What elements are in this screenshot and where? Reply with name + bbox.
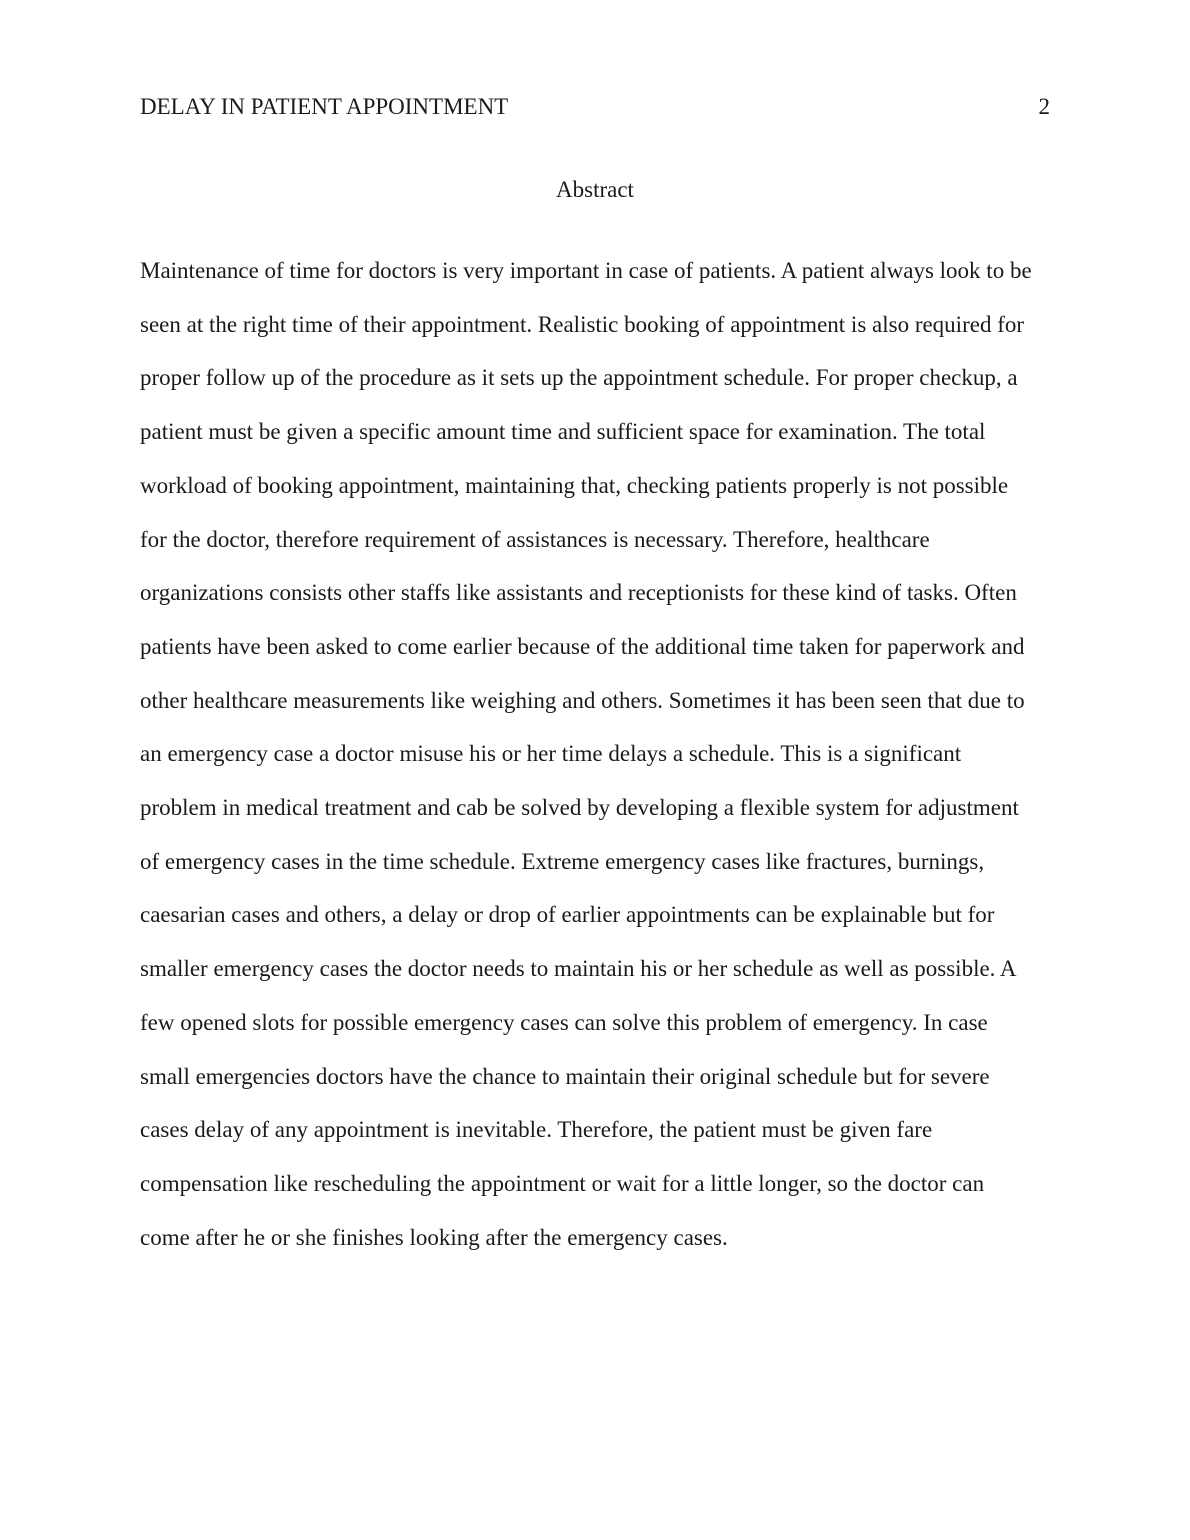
paragraph-line: problem in medical treatment and cab be solved by developing a flexible system for adjustment <box>140 795 1019 821</box>
paragraph-line: organizations consists other staffs like assistants and receptionists for these kind of tasks. Often <box>140 580 1017 606</box>
paragraph-line: workload of booking appointment, maintaining that, checking patients properly is not possible <box>140 472 1009 498</box>
paragraph-line: for the doctor, therefore requirement of assistances is necessary. Therefore, healthcare <box>140 526 930 552</box>
paragraph-line: of emergency cases in the time schedule. Extreme emergency cases like fractures, burnings, <box>140 848 985 874</box>
paragraph-line: an emergency case a doctor misuse his or her time delays a schedule. This is a significant <box>140 741 962 767</box>
running-head: DELAY IN PATIENT APPOINTMENT <box>140 94 509 119</box>
paragraph-line: Maintenance of time for doctors is very important in case of patients. A patient always look to be <box>140 258 1032 283</box>
section-title: Abstract <box>556 177 634 202</box>
paragraph-line: come after he or she finishes looking after the emergency cases. <box>140 1224 728 1250</box>
paragraph-line: seen at the right time of their appointment. Realistic booking of appointment is also required for <box>140 311 1025 337</box>
paragraph-line: compensation like rescheduling the appointment or wait for a little longer, so the doctor can <box>140 1170 985 1196</box>
paragraph-line: caesarian cases and others, a delay or drop of earlier appointments can be explainable but for <box>140 902 995 928</box>
page-number: 2 <box>1038 94 1050 119</box>
paragraph-line: other healthcare measurements like weighing and others. Sometimes it has been seen that due to <box>140 687 1025 713</box>
paragraph-line: small emergencies doctors have the chance to maintain their original schedule but for severe <box>140 1063 990 1089</box>
paragraph-line: few opened slots for possible emergency cases can solve this problem of emergency. In case <box>140 1009 988 1035</box>
paragraph-line: proper follow up of the procedure as it sets up the appointment schedule. For proper checkup, a <box>140 365 1018 391</box>
abstract-paragraph <box>140 244 1052 1264</box>
paragraph-line: cases delay of any appointment is inevitable. Therefore, the patient must be given fare <box>140 1117 933 1143</box>
paragraph-line: patients have been asked to come earlier because of the additional time taken for paperwork and <box>140 633 1025 659</box>
paragraph-line: smaller emergency cases the doctor needs to maintain his or her schedule as well as possible. A <box>140 956 1017 982</box>
paragraph-line: patient must be given a specific amount time and sufficient space for examination. The total <box>140 419 986 445</box>
page-header <box>140 94 1050 120</box>
